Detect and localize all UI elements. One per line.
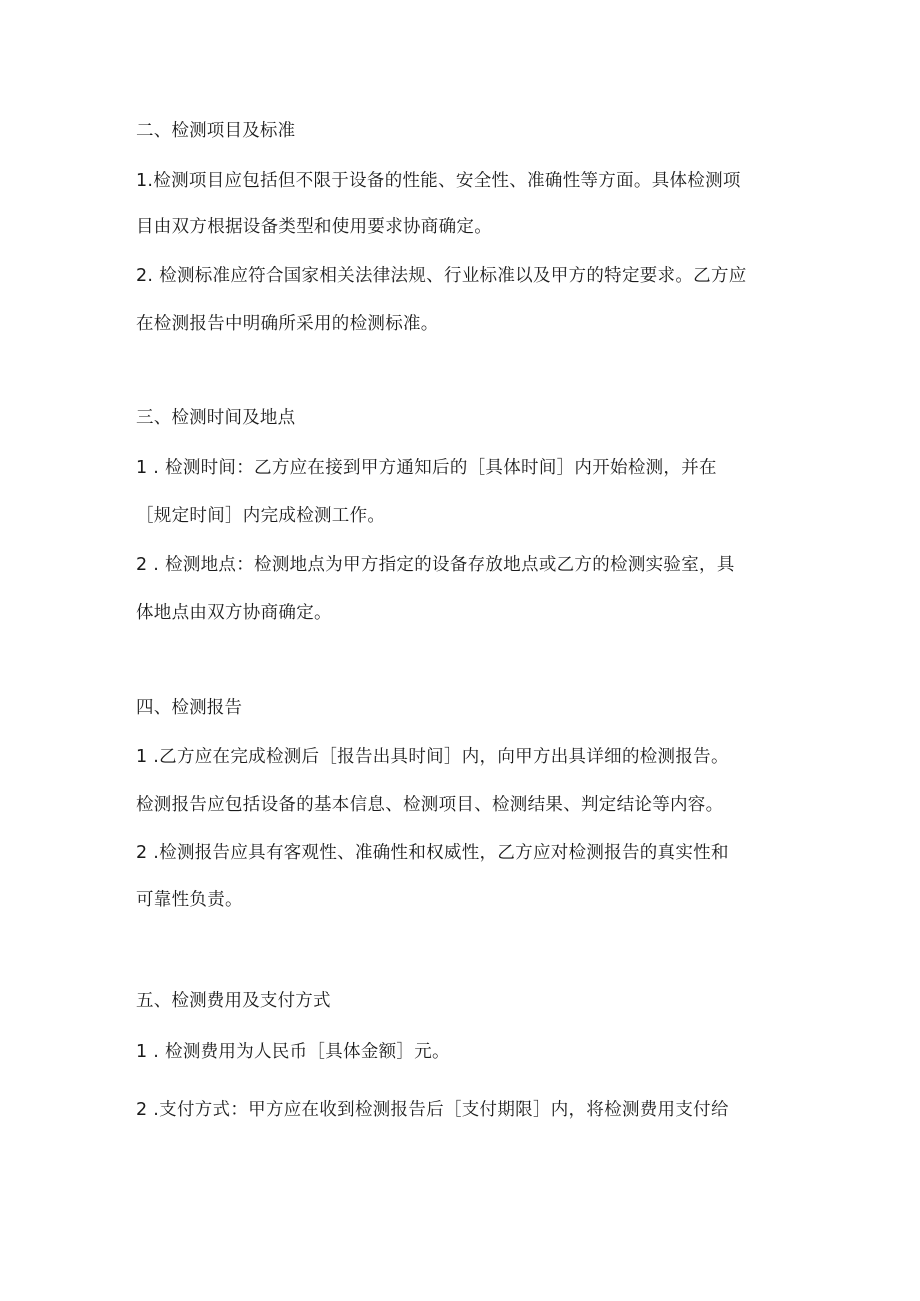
paragraph-line: 1 .乙方应在完成检测后［报告出具时间］内，向甲方出具详细的检测报告。 <box>136 747 729 767</box>
paragraph-line: 2 .检测报告应具有客观性、准确性和权威性，乙方应对检测报告的真实性和 <box>136 843 729 863</box>
paragraph-line: 目由双方根据设备类型和使用要求协商确定。 <box>136 217 492 237</box>
paragraph-line: 可靠性负责。 <box>136 890 243 910</box>
paragraph-line: 检测报告应包括设备的基本信息、检测项目、检测结果、判定结论等内容。 <box>136 795 724 815</box>
paragraph-line: 2 .支付方式：甲方应在收到检测报告后［支付期限］内，将检测费用支付给 <box>136 1100 729 1120</box>
paragraph-line: 2. 检测标准应符合国家相关法律法规、行业标准以及甲方的特定要求。乙方应 <box>136 266 747 286</box>
paragraph-line: 1 . 检测费用为人民币［具体金额］元。 <box>136 1042 450 1062</box>
paragraph-line: 体地点由双方协商确定。 <box>136 603 332 623</box>
section-heading: 五、检测费用及支付方式 <box>136 991 331 1011</box>
section-heading: 四、检测报告 <box>136 698 243 718</box>
paragraph-line: ［规定时间］内完成检测工作。 <box>136 506 386 526</box>
paragraph-line: 1 . 检测时间：乙方应在接到甲方通知后的［具体时间］内开始检测，并在 <box>136 458 717 478</box>
section-heading: 三、检测时间及地点 <box>136 408 296 428</box>
paragraph-line: 1.检测项目应包括但不限于设备的性能、安全性、准确性等方面。具体检测项 <box>136 171 741 191</box>
section-heading: 二、检测项目及标准 <box>136 121 296 141</box>
paragraph-line: 2 . 检测地点：检测地点为甲方指定的设备存放地点或乙方的检测实验室，具 <box>136 555 735 575</box>
paragraph-line: 在检测报告中明确所采用的检测标准。 <box>136 314 439 334</box>
